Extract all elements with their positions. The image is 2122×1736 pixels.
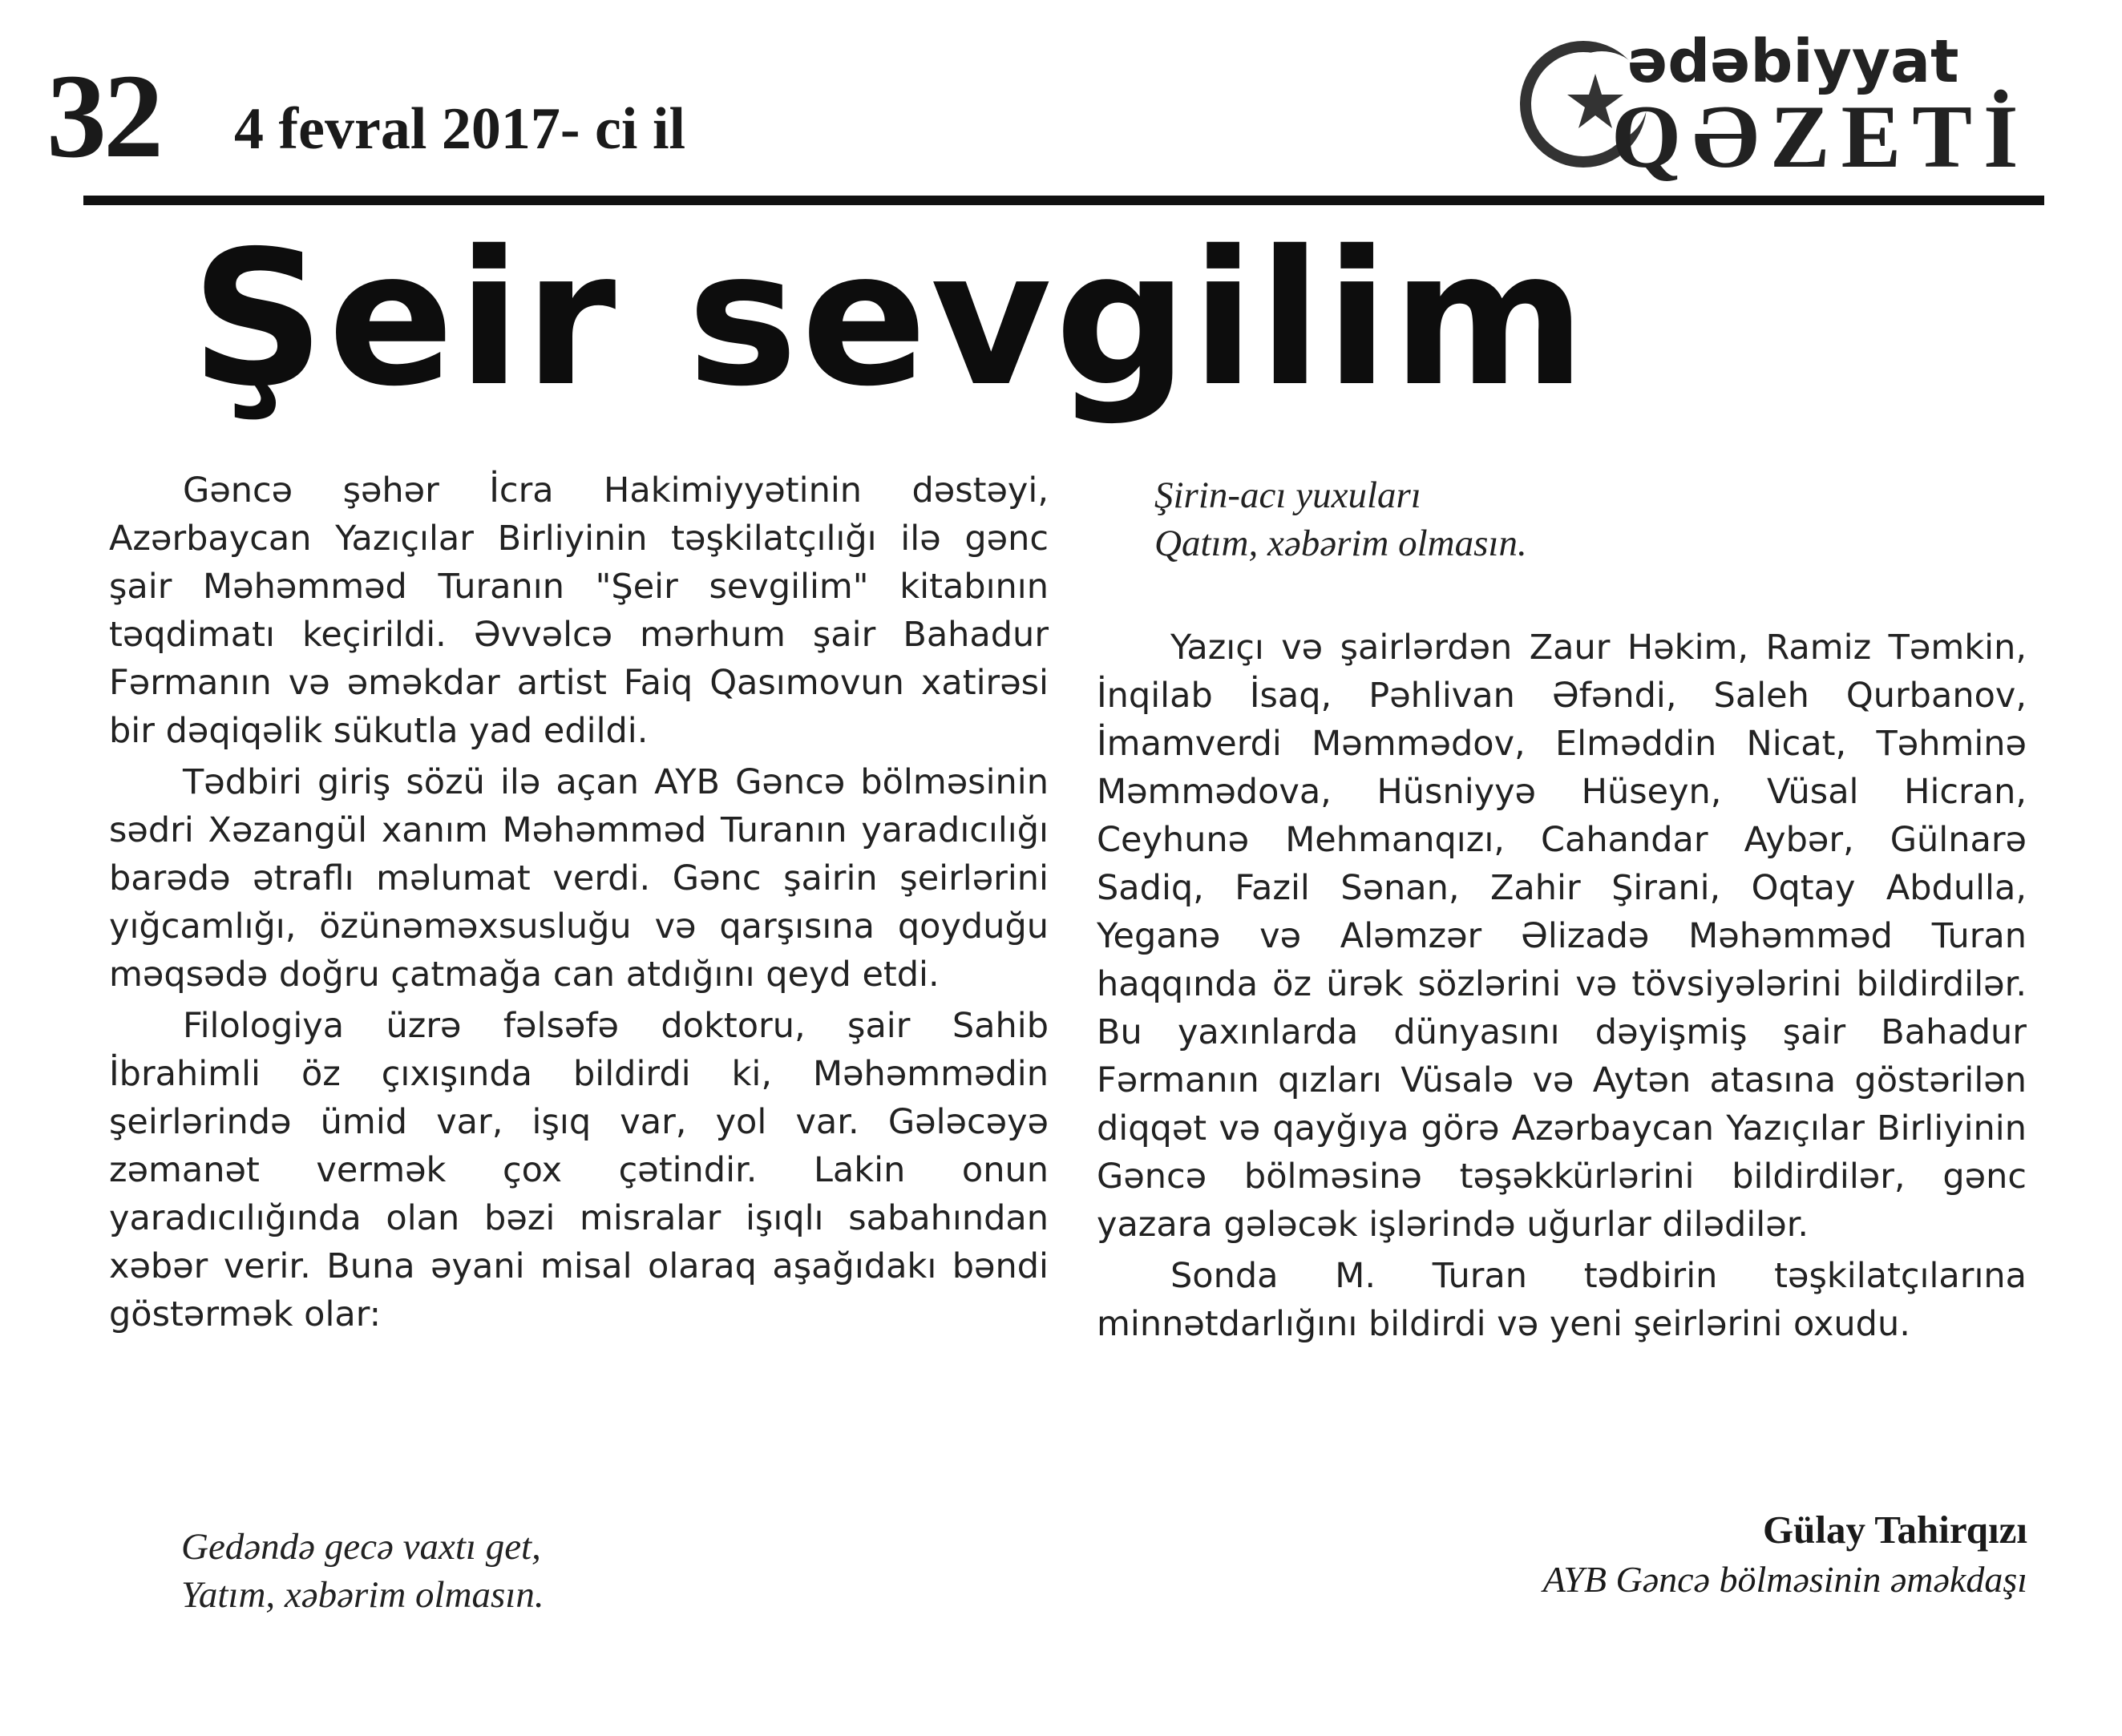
poem-line: Şirin-acı yuxuları [1154, 474, 1421, 516]
article-paragraph: Gəncə şəhər İcra Hakimiyyətinin dəstəyi, Azərbaycan Yazıçılar Birliyinin təşkilatçılığı ilə gənc şair Məhəmməd Turanın "Şeir sevgilim" kitabının təqdimatı keçirildi. Əvvəlcə mərhum şair Bahadur Fərmanın və əməkdar artist Faiq Qasımovun xatirəsi bir dəqiqəlik sükutla yad edildi. [109, 470, 1049, 751]
article-paragraph: Yazıçı və şairlərdən Zaur Həkim, Ramiz Təmkin, İnqilab İsaq, Pəhlivan Əfəndi, Saleh Qurbanov, İmamverdi Məmmədov, Elməddin Nicat, Təhminə Məmmədova, Hüsniyyə Hüseyn, Vüsal Hicran, Ceyhunə Mehmanqızı, Cahandar Aybər, Gülnarə Sadiq, Fazil Sənan, Zahir Şirani, Oqtay Abdulla, Yeganə və Aləmzər Əlizadə Məhəmməd Turan haqqında öz ürək sözlərini və tövsiyələrini bildirdilər. Bu yaxınlarda dünyasını dəyişmiş şair Bahadur Fərmanın qızları Vüsalə və Aytən atasına göstərilən diqqət və qayğıya görə Azərbaycan Yazıçılar Birliyinin Gəncə bölməsinə təşəkkürlərini bildirdilər, gənc yazara gələcək işlərində uğurlar dilədilər. [1097, 628, 2027, 1245]
article-paragraph: Sonda M. Turan tədbirin təşkilatçılarına minnətdarlığını bildirdi və yeni şeirlərini oxudu. [1097, 1256, 2027, 1344]
article-paragraph: Filologiya üzrə fəlsəfə doktoru, şair Sahib İbrahimli öz çıxışında bildirdi ki, Məhəmmədin şeirlərində ümid var, işıq var, yol var. Gələcəyə zəmanət vermək çox çətindir. Lakin onun yaradıcılığında olan bəzi misralar işıqlı sabahından xəbər verir. Buna əyani misal olaraq aşağıdakı bəndi göstərmək olar: [109, 1006, 1049, 1334]
article-right-body [1097, 624, 2027, 1348]
poem-line: Qatım, xəbərim olmasın. [1154, 523, 1527, 564]
author-role: AYB Gəncə bölməsinin əməkdaşı [1542, 1559, 2027, 1600]
header-rule [83, 196, 2044, 205]
article-column-right [1097, 466, 2027, 1348]
article-column-left [109, 466, 1049, 1338]
issue-date: 4 fevral 2017- ci il [234, 96, 686, 162]
article-title: Şeir sevgilim [191, 211, 1590, 427]
poem-stanza-first [181, 1523, 544, 1619]
newspaper-logo-graphic [1507, 24, 2030, 187]
poem-line: Gedəndə gecə vaxtı get, [181, 1526, 541, 1568]
author-name: Gülay Tahirqızı [1763, 1508, 2027, 1552]
logo-line-2: QƏZETİ [1611, 87, 2030, 187]
page-number: 32 [46, 50, 160, 183]
logo-line-1: ədəbiyyat [1627, 27, 1959, 96]
newspaper-logo [1507, 24, 2030, 187]
poem-line: Yatım, xəbərim olmasın. [181, 1574, 544, 1616]
article-paragraph: Tədbiri giriş sözü ilə açan AYB Gəncə bölməsinin sədri Xəzangül xanım Məhəmməd Turanın yaradıcılığı barədə ətraflı məlumat verdi. Gənc şairin şeirlərini yığcamlığı, özünəməxsusluğu və qarşısına qoyduğu məqsədə doğru çatmağa can atdığını qeyd etdi. [109, 762, 1049, 995]
